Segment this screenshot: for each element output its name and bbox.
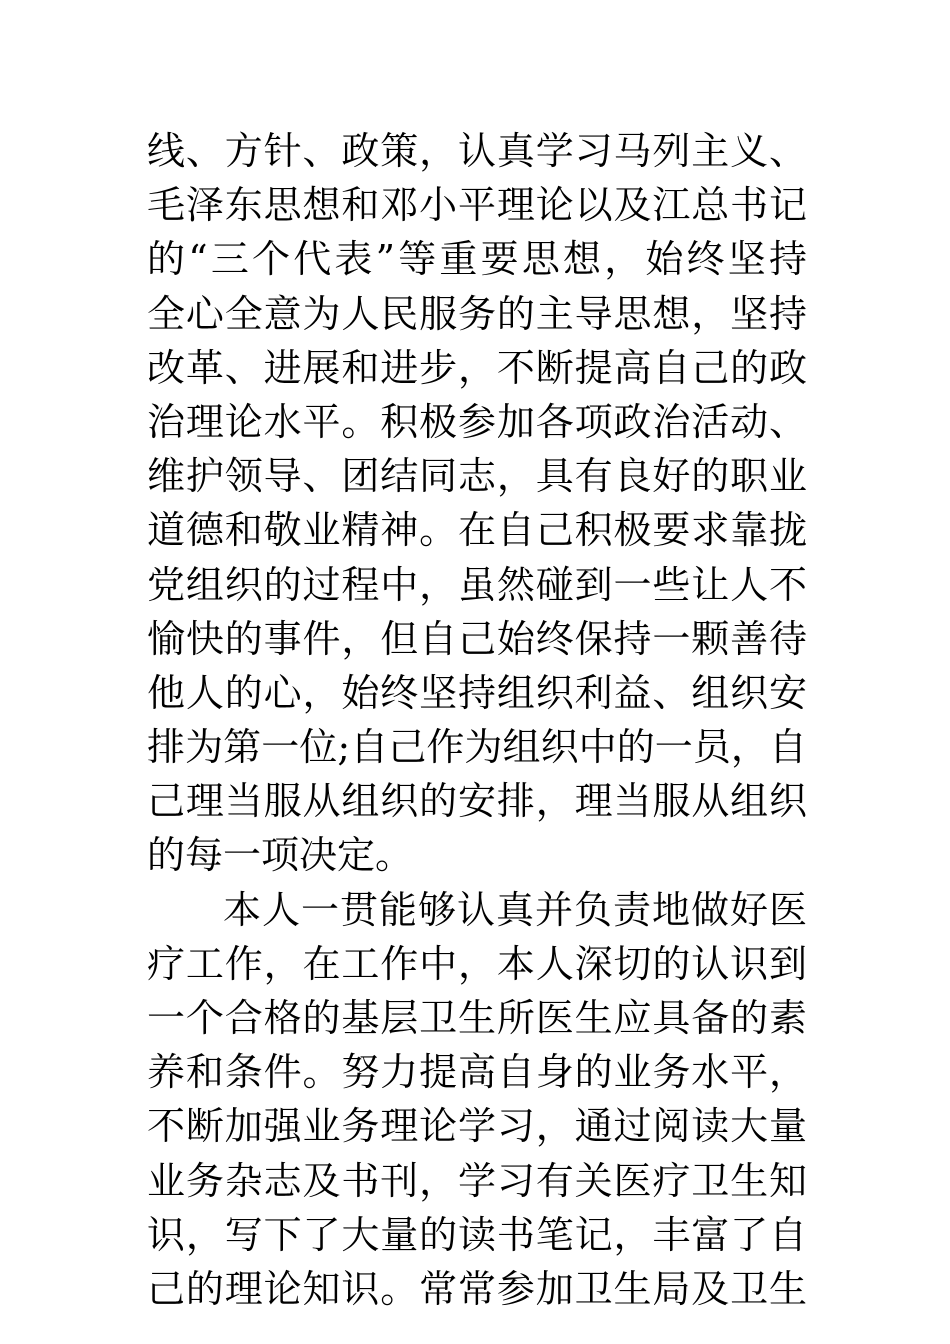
- text-line: 全心全意为人民服务的主导思想，坚持: [147, 291, 807, 336]
- text-line: 养和条件。努力提高自身的业务水平，: [147, 1050, 807, 1095]
- text-line: 排为第一位;自己作为组织中的一员，自: [147, 725, 807, 770]
- text-line: 业务杂志及书刊，学习有关医疗卫生知: [147, 1158, 807, 1203]
- text-line: 的“三个代表”等重要思想，始终坚持: [147, 237, 807, 282]
- text-line: 己的理论知识。常常参加卫生局及卫生: [147, 1266, 807, 1311]
- text-line: 线、方针、政策，认真学习马列主义、: [147, 129, 807, 173]
- text-line: 党组织的过程中，虽然碰到一些让人不: [147, 562, 807, 607]
- body-text: [147, 124, 807, 1316]
- text-line: 识，写下了大量的读书笔记，丰富了自: [147, 1212, 807, 1257]
- paragraph-start-line: 本人一贯能够认真并负责地做好医: [223, 887, 807, 932]
- text-line: 疗工作，在工作中，本人深切的认识到: [147, 941, 807, 986]
- text-line: 治理论水平。积极参加各项政治活动、: [147, 399, 807, 444]
- text-line: 他人的心，始终坚持组织利益、组织安: [147, 670, 807, 715]
- text-line: 改革、进展和进步，不断提高自己的政: [147, 345, 807, 390]
- text-line: 道德和敬业精神。在自己积极要求靠拢: [147, 508, 807, 553]
- text-line: 愉快的事件，但自己始终保持一颗善待: [147, 616, 807, 661]
- paragraph-end-line: 的每一项决定。: [147, 833, 414, 878]
- text-line: 己理当服从组织的安排，理当服从组织: [147, 779, 807, 824]
- text-line: 一个合格的基层卫生所医生应具备的素: [147, 996, 807, 1040]
- text-line: 毛泽东思想和邓小平理论以及江总书记: [147, 183, 807, 228]
- text-line: 维护领导、团结同志，具有良好的职业: [147, 454, 807, 499]
- text-line: 不断加强业务理论学习，通过阅读大量: [147, 1104, 807, 1149]
